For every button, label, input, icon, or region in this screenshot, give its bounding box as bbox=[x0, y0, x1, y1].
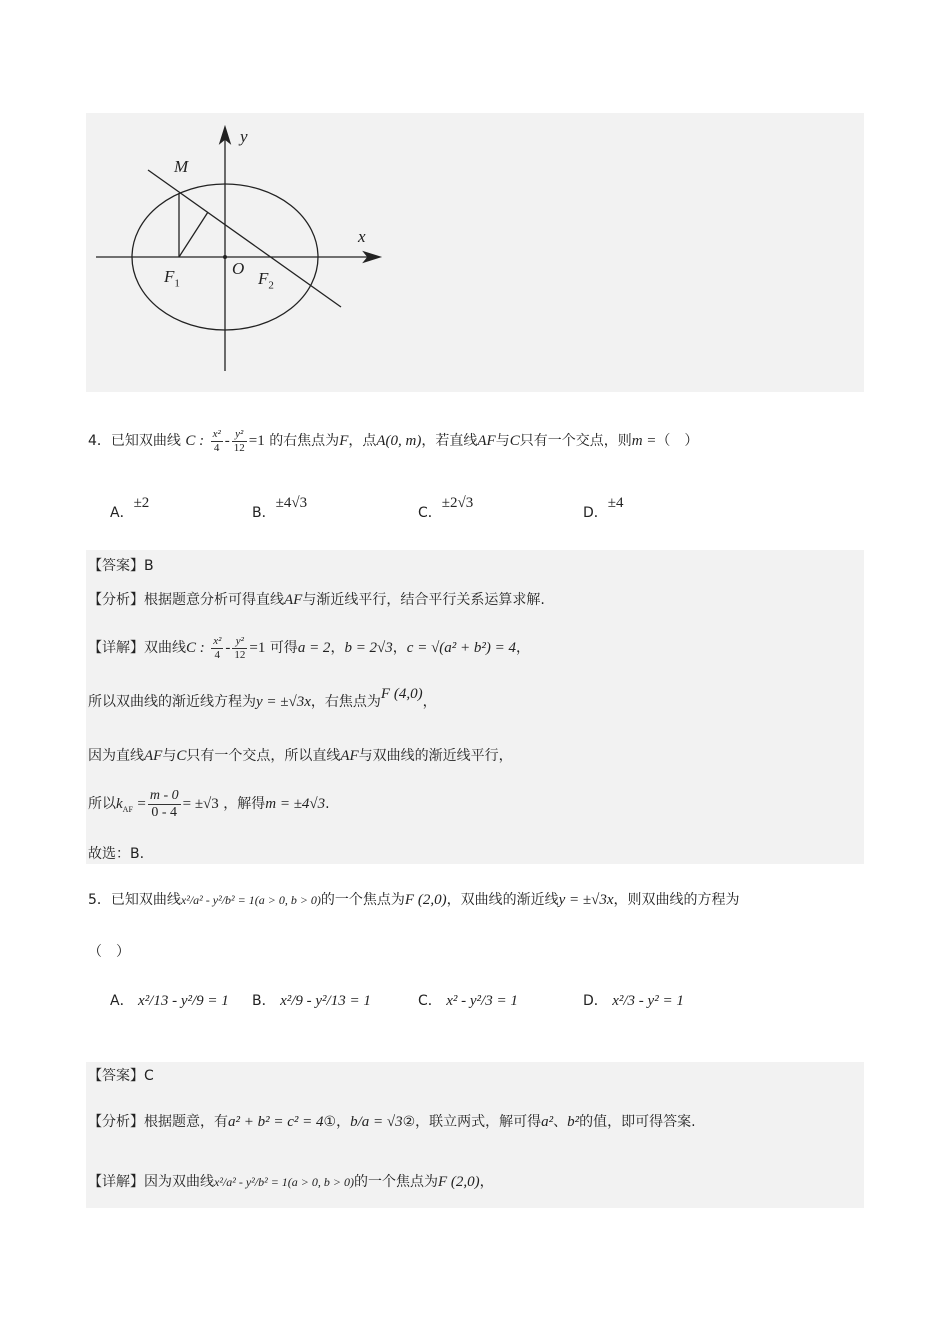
q5-answer: 【答案】C bbox=[88, 1068, 154, 1084]
q4-detail-line1: 【详解】双曲线C : $\frac{\text{x²}}{4}$ - $\frac{\text{y²}}{12}$ =1 可得a = 2，b = 2√3，c = √(a² + b²) = 4， bbox=[88, 635, 531, 661]
q5-option-c[interactable]: C． x² - y²/3 = 1 bbox=[418, 993, 518, 1009]
label-f1: $F_1$ bbox=[164, 267, 180, 290]
q4-analysis: 【分析】根据题意分析可得直线AF与渐近线平行，结合平行关系运算求解. bbox=[88, 592, 545, 608]
q4-detail-line2: 所以双曲线的渐近线方程为y = ±√3x，右焦点为F (4,0)， bbox=[88, 686, 437, 710]
q4-detail-line3: 因为直线AF与C只有一个交点，所以直线AF与双曲线的渐近线平行， bbox=[88, 748, 513, 764]
q4-stem: 4．已知双曲线 C : $\frac{\text{x²}}{4}$ - $\frac{\text{y²}}{12}$ =1 的右焦点为F，点A(0, m)，若直线AF与C只有一个交点，则m =（ ） bbox=[88, 428, 699, 454]
q5-option-d[interactable]: D． x²/3 - y² = 1 bbox=[583, 993, 684, 1009]
q4-detail-line4: 所以$k_{AF}$ = $\frac{m - 0}{0 - 4}$ = ±√3 ，解得m = ±4√3. bbox=[88, 788, 330, 820]
point-o bbox=[223, 255, 227, 259]
q5-option-b[interactable]: B． x²/9 - y²/13 = 1 bbox=[252, 993, 371, 1009]
q5-analysis: 【分析】根据题意，有a² + b² = c² = 4①，b/a = √3②，联立两式，解可得a²、b²的值，即可得答案. bbox=[88, 1114, 696, 1130]
label-f2: $F_2$ bbox=[258, 269, 274, 292]
q5-paren: （ ） bbox=[88, 944, 130, 960]
q4-option-a[interactable]: A．±2 bbox=[110, 495, 150, 521]
q4-option-c[interactable]: C．±2√3 bbox=[418, 495, 474, 521]
q4-option-b[interactable]: B．±4√3 bbox=[252, 495, 308, 521]
q4-conclusion: 故选：B. bbox=[88, 846, 145, 862]
label-o: O bbox=[232, 259, 245, 278]
q5-stem: 5．已知双曲线x²/a² - y²/b² = 1(a > 0, b > 0)的一个焦点为F (2,0)，双曲线的渐近线y = ±√3x，则双曲线的方程为 bbox=[88, 892, 740, 908]
segment-f1-perp bbox=[179, 212, 208, 257]
figure-box bbox=[86, 113, 864, 392]
label-m: M bbox=[174, 157, 189, 176]
q4-frac1: $\frac{\text{x²}}{4}$ bbox=[212, 428, 221, 454]
q4-answer: 【答案】B bbox=[88, 558, 154, 574]
q4-option-d[interactable]: D．±4 bbox=[583, 495, 624, 521]
label-y: y bbox=[240, 127, 248, 146]
q5-detail: 【详解】因为双曲线x²/a² - y²/b² = 1(a > 0, b > 0)的一个焦点为F (2,0)， bbox=[88, 1174, 494, 1190]
q4-frac2: $\frac{\text{y²}}{12}$ bbox=[233, 428, 245, 454]
ellipse-figure bbox=[86, 113, 864, 392]
label-x: x bbox=[358, 227, 366, 246]
q5-option-a[interactable]: A． x²/13 - y²/9 = 1 bbox=[110, 993, 229, 1009]
